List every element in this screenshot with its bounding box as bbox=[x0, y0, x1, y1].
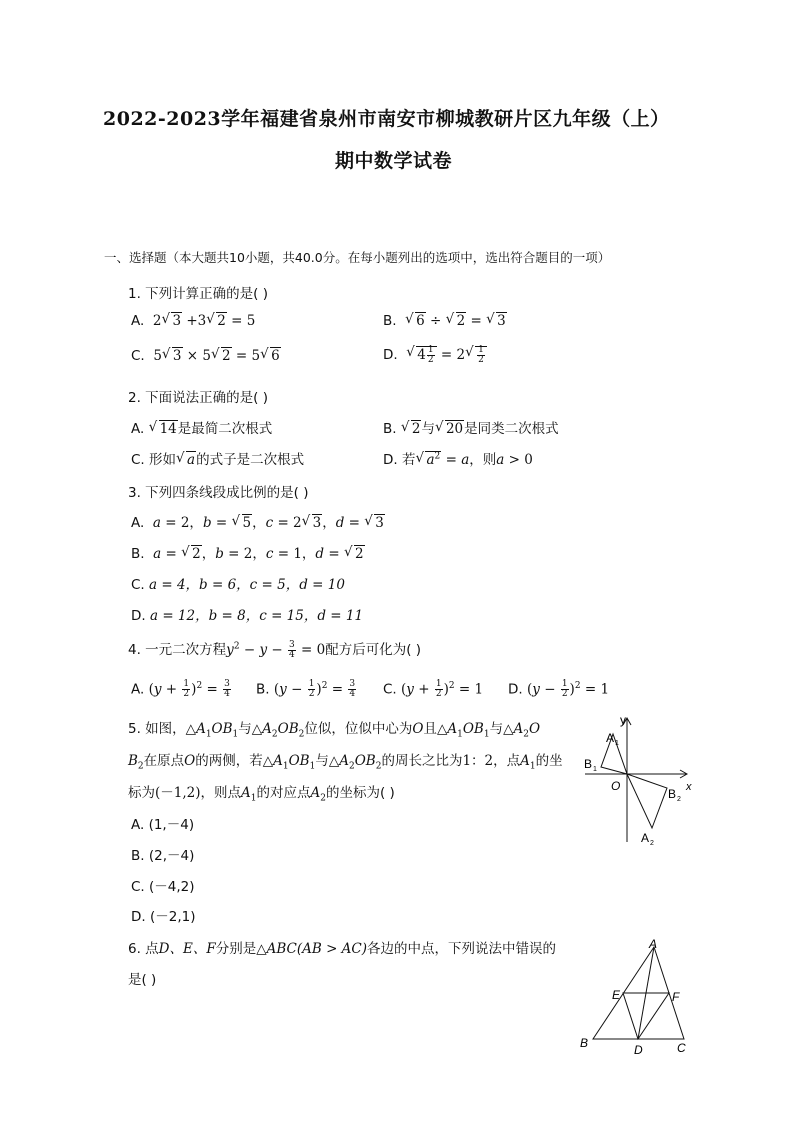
section-header: 一、选择题（本大题共10小题，共40.0分。在每小题列出的选项中，选出符合题目的一项） bbox=[104, 250, 611, 265]
fig5-label-y: y bbox=[620, 713, 626, 727]
fig5-label-b2: B bbox=[668, 787, 677, 801]
q2-option-c: C. 形如√ a的式子是二次根式 bbox=[131, 448, 304, 468]
q3-option-c: C. a = 4，b = 6，c = 5，d = 10 bbox=[131, 577, 345, 593]
fig6-label-b: B bbox=[580, 1036, 589, 1050]
fig6-label-e: E bbox=[612, 988, 621, 1002]
q1-option-d: D. √ 4 $\frac{1}{2}$ = 2 √ $\frac{1}{2}$ bbox=[383, 346, 487, 365]
triangle-edf bbox=[623, 993, 669, 1039]
q5-coordinate-figure bbox=[575, 712, 705, 852]
q2-option-b: B. √ 2与√ 20是同类二次根式 bbox=[383, 417, 559, 437]
q6-triangle-figure bbox=[576, 935, 706, 1060]
q2-option-a: A. √ 14是最简二次根式 bbox=[131, 417, 272, 437]
q4-option-c: C. (y + $\frac{1}{2}$ )$^2$ = 1 bbox=[383, 679, 484, 699]
title-line-1: 2022-2023学年福建省泉州市南安市柳城教研片区九年级（上） bbox=[103, 108, 670, 130]
fig5-label-a1: A bbox=[606, 731, 615, 745]
q6-line-2: 是( ) bbox=[128, 972, 157, 988]
fig6-label-d: D bbox=[634, 1043, 643, 1057]
title-line-2: 期中数学试卷 bbox=[335, 150, 453, 172]
q1-option-b: B. √ 6 ÷ √ 2 = √ 3 bbox=[383, 313, 507, 329]
fig5-label-b2-sub: 2 bbox=[677, 796, 681, 803]
q5-option-c: C. (－4,2) bbox=[131, 879, 195, 895]
q4-stem: 4. 一元二次方程$y^2 - y$ − $\frac{3}{4}$ = 0配方后可化为( ) bbox=[128, 639, 422, 660]
fig5-label-o: O bbox=[611, 779, 621, 793]
fig5-label-x: x bbox=[686, 781, 692, 793]
fig5-label-a2-sub: 2 bbox=[650, 840, 654, 847]
q5-line-3: 标为(－1,2)，则点$A_1$的对应点$A_2$的坐标为( ) bbox=[128, 785, 395, 804]
q1-option-a: A. 2√ 3 +3√ 2 = 5 bbox=[131, 313, 255, 329]
q3-option-d: D. a = 12，b = 8，c = 15，d = 11 bbox=[131, 608, 364, 624]
q6-line-1: 6. 点D、E、F分别是△ABC(AB > AC)各边的中点，下列说法中错误的 bbox=[128, 941, 557, 957]
q3-option-a: A. a = 2，b = √ 5，c = 2√ 3，d = √ 3 bbox=[131, 511, 385, 531]
q5-line-2: $B_2$在原点O的两侧，若$\triangle A_1OB_1$与$\triangle A_2OB_2$的周长之比为1：2，点$A_1$的坐 bbox=[128, 753, 563, 772]
fig5-label-b1: B bbox=[584, 757, 593, 771]
q3-option-b: B. a = √ 2，b = 2，c = 1，d = √ 2 bbox=[131, 542, 365, 562]
triangle-a2-o-b2 bbox=[627, 774, 667, 828]
q1-stem: 1. 下列计算正确的是( ) bbox=[128, 286, 268, 302]
q4-option-b: B. (y − $\frac{1}{2}$ )$^2$ = $\frac{3}{4}$ bbox=[256, 679, 356, 699]
q1-option-c: C. 5√ 3 × 5√ 2 = 5√ 6 bbox=[131, 348, 281, 364]
q4-option-a: A. (y + $\frac{1}{2}$ )$^2$ = $\frac{3}{4}$ bbox=[131, 679, 230, 699]
q2-option-d: D. 若√ $a^2 = a$，则a > 0 bbox=[383, 448, 533, 468]
fig6-label-f: F bbox=[672, 990, 680, 1004]
fig6-label-c: C bbox=[677, 1041, 686, 1055]
q5-option-b: B. (2,－4) bbox=[131, 848, 195, 864]
fig6-label-a: A bbox=[649, 937, 658, 951]
q5-option-a: A. (1,－4) bbox=[131, 817, 195, 833]
fig5-label-a2: A bbox=[641, 831, 650, 845]
q5-option-d: D. (－2,1) bbox=[131, 909, 196, 925]
q2-stem: 2. 下面说法正确的是( ) bbox=[128, 390, 268, 406]
q3-stem: 3. 下列四条线段成比例的是( ) bbox=[128, 485, 309, 501]
fig5-label-a1-sub: 1 bbox=[615, 740, 619, 747]
q5-line-1: 5. 如图，$\triangle A_1OB_1$与$\triangle A_2OB_2$位似，位似中心为O且$\triangle A_1OB_1$与$\triangle A_2O$ bbox=[128, 721, 541, 740]
q4-option-d: D. (y − $\frac{1}{2}$ )$^2$ = 1 bbox=[508, 679, 610, 699]
fig5-label-b1-sub: 1 bbox=[593, 766, 597, 773]
